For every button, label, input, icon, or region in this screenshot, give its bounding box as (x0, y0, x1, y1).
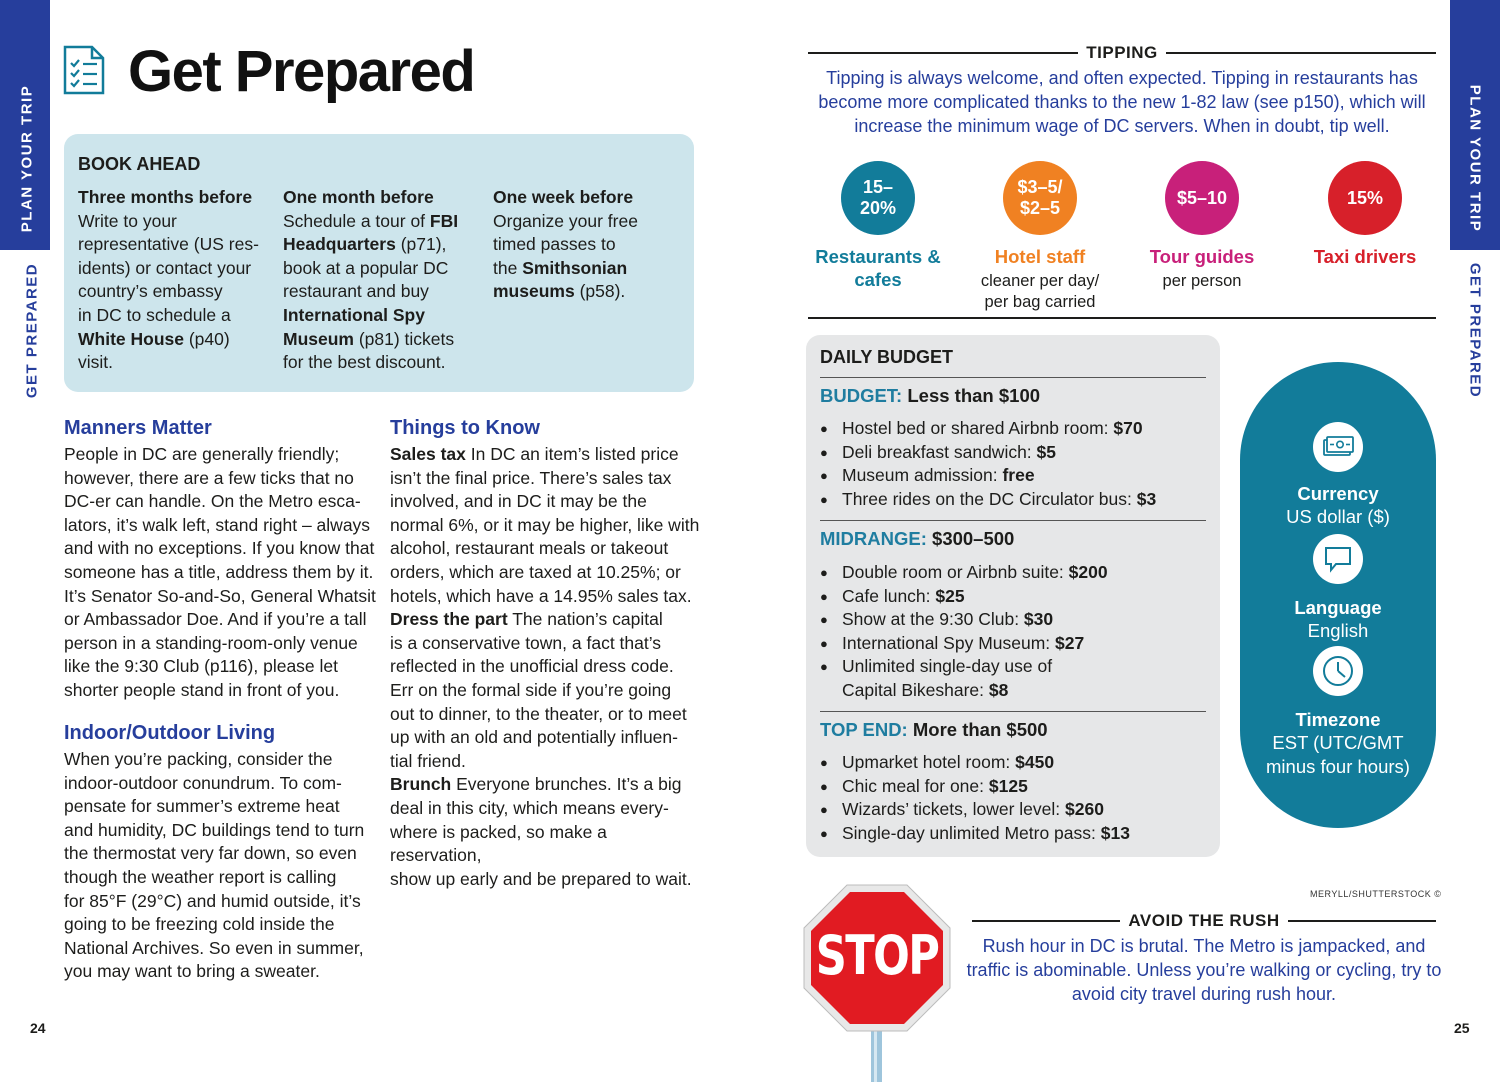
text-line (283, 257, 488, 281)
text-run: pensate for summer’s extreme heat (64, 796, 340, 817)
text-run: someone has a title, address them by it. (64, 561, 374, 582)
budget-level-label: TOP END: (820, 719, 908, 740)
budget-list-item (820, 417, 1210, 441)
text-line (64, 772, 376, 796)
text-line (78, 280, 278, 304)
tipping-heading: TIPPING (1086, 43, 1158, 62)
text-run: Schedule a tour of (283, 210, 430, 231)
text-run: orders, which are taxed at 10.25%; or (390, 561, 681, 582)
tip-amount-circle (1003, 161, 1077, 235)
text-run: normal 6%, or it may be higher, like with (390, 514, 700, 535)
text-line (78, 210, 278, 234)
text-line (64, 608, 376, 632)
text-line (283, 280, 488, 304)
left-section-label: GET PREPARED (23, 262, 41, 399)
timezone-info (1240, 646, 1436, 778)
timezone-value: EST (UTC/GMT (1272, 732, 1404, 753)
bold-text: White House (78, 328, 184, 349)
tip-sub (1122, 271, 1282, 292)
avoid-rush-text-line: traffic is abominable. Unless you’re walking or cycling, try to (966, 960, 1442, 980)
budget-level-top-end (820, 719, 1048, 741)
text-run: National Archives. So even in summer, (64, 937, 364, 958)
tipping-bottom-rule (808, 317, 1436, 319)
text-line (390, 514, 700, 538)
text-line (390, 632, 700, 656)
text-run: Chic meal for one: (842, 775, 989, 796)
text-line (493, 233, 683, 257)
text-run: or Ambassador Doe. And if you’re a tall (64, 609, 367, 630)
book-ahead-col-one-week (493, 186, 683, 304)
text-line (78, 351, 278, 375)
bold-text: $13 (1100, 822, 1130, 843)
text-run: Capital Bikeshare: (842, 679, 989, 700)
rule-line (1166, 52, 1436, 54)
text-run: deal in this city, which means every- (390, 797, 669, 818)
tip-item (1122, 161, 1282, 292)
text-run: up with an old and potentially influen- (390, 727, 678, 748)
book-col-body (283, 210, 488, 375)
budget-level-range: $300–500 (926, 528, 1015, 549)
text-line (390, 608, 700, 632)
tip-amount-line: $5–10 (1176, 187, 1228, 208)
text-line (64, 842, 376, 866)
text-line (390, 726, 700, 750)
text-run: Everyone brunches. It’s a big (451, 774, 682, 795)
bold-text: $70 (1113, 418, 1143, 438)
tip-amount (1017, 177, 1062, 219)
text-run: going to be freezing cold inside the (64, 914, 335, 935)
tip-sub-line: cleaner per day/ (980, 272, 1100, 290)
book-col-heading: One week before (493, 187, 634, 207)
tipping-text-line: Tipping is always welcome, and often expected. Tipping in restaurants has (826, 68, 1418, 88)
text-run: (p58). (574, 281, 626, 302)
text-line (390, 537, 700, 561)
text-line (64, 655, 376, 679)
text-line (390, 655, 700, 679)
clock-icon (1313, 646, 1363, 696)
bold-text: museums (493, 281, 575, 302)
text-line (64, 960, 376, 984)
indoor-heading: Indoor/Outdoor Living (64, 722, 276, 744)
budget-list-item (820, 798, 1210, 822)
text-line (78, 304, 278, 328)
text-line (64, 632, 376, 656)
text-run: lators, it’s walk left, stand right – always (64, 514, 371, 535)
text-run: Three rides on the DC Circulator bus: (842, 488, 1137, 509)
right-tab-label: PLAN YOUR TRIP (1466, 84, 1484, 233)
text-run: the thermostat very far down, so even (64, 843, 357, 864)
tip-amount (1347, 188, 1383, 209)
budget-list-item (820, 655, 1210, 702)
text-run: International Spy Museum: (842, 632, 1056, 653)
book-col-body (78, 210, 278, 375)
text-line (64, 913, 376, 937)
text-run: tial friend. (390, 750, 466, 771)
text-run: show up early and be prepared to wait. (390, 868, 692, 889)
text-run: and with no exceptions. If you know that (64, 538, 375, 559)
text-line (78, 257, 278, 281)
text-run: Deli breakfast sandwich: (842, 441, 1037, 462)
tip-label (1285, 245, 1445, 268)
text-run: representative (US res- (78, 234, 259, 255)
text-run: indoor-outdoor conundrum. To com- (64, 772, 342, 793)
currency-label: Currency (1297, 483, 1379, 504)
text-run: person in a standing-room-only venue (64, 632, 358, 653)
bold-text: $125 (988, 775, 1028, 796)
text-line (64, 585, 376, 609)
text-run: out to dinner, to the theater, or to meet (390, 703, 687, 724)
text-line (390, 703, 700, 727)
text-run: It’s Senator So-and-So, General Whatsit (64, 585, 376, 606)
text-run: reflected in the unofficial dress code. (390, 656, 674, 677)
text-run: though the weather report is calling (64, 866, 337, 887)
manners-section (64, 417, 376, 703)
tip-label-line: Hotel staff (994, 246, 1086, 267)
text-line (390, 797, 700, 821)
text-line (390, 773, 700, 797)
book-ahead-heading: BOOK AHEAD (78, 154, 201, 174)
text-run: the (493, 257, 523, 278)
things-section (390, 417, 700, 891)
tip-label (798, 245, 958, 291)
indoor-section (64, 722, 376, 984)
text-line (64, 490, 376, 514)
text-run: Hostel bed or shared Airbnb room: (842, 418, 1114, 438)
text-run: alcohol, restaurant meals or takeout (390, 538, 669, 559)
budget-list-item (820, 488, 1210, 512)
tip-item (798, 161, 958, 291)
text-line (390, 868, 700, 892)
text-run: Double room or Airbnb suite: (842, 562, 1069, 582)
tipping-header (808, 43, 1436, 63)
bold-text: $30 (1023, 609, 1054, 630)
text-line (390, 585, 700, 609)
text-line (64, 819, 376, 843)
tip-sub-line: per bag carried (984, 293, 1096, 311)
book-col-body (493, 210, 683, 304)
tip-item (1285, 161, 1445, 268)
text-run: involved, and in DC it may be the (390, 491, 647, 512)
text-run: idents) or contact your (78, 257, 252, 278)
text-run: Museum admission: (842, 465, 1003, 486)
text-line (64, 443, 376, 467)
tip-amount-line: $2–5 (1019, 198, 1061, 218)
text-line (493, 280, 683, 304)
tip-label (1122, 245, 1282, 268)
text-line (390, 490, 700, 514)
stop-sign-text: STOP (815, 924, 939, 987)
page-title: Get Prepared (128, 39, 475, 104)
bold-text: Dress the part (390, 609, 508, 630)
text-run: Upmarket hotel room: (842, 752, 1016, 772)
avoid-rush-header (972, 911, 1436, 931)
text-run: (p81) tickets (353, 328, 455, 349)
text-run: shorter people stand in front of you. (64, 679, 340, 700)
things-heading: Things to Know (390, 417, 540, 439)
timezone-value: minus four hours) (1266, 755, 1410, 777)
text-line (64, 679, 376, 703)
text-line (64, 866, 376, 890)
timezone-label: Timezone (1295, 709, 1381, 730)
text-run: however, there are a few ticks that no (64, 467, 354, 488)
book-ahead-col-three-months (78, 186, 278, 375)
bold-text: $200 (1068, 562, 1108, 582)
budget-level-midrange (820, 528, 1014, 550)
text-line (64, 561, 376, 585)
bold-text: Brunch (390, 774, 452, 795)
text-run: and humidity, DC buildings tend to turn (64, 819, 365, 840)
budget-list-item (820, 561, 1210, 585)
text-run: The nation’s capital (507, 609, 663, 630)
bold-text: $27 (1055, 632, 1085, 653)
manners-heading: Manners Matter (64, 417, 212, 439)
tipping-text (808, 66, 1436, 138)
tip-amount (1177, 188, 1227, 209)
text-line (390, 679, 700, 703)
text-line (390, 443, 700, 467)
right-section-label: GET PREPARED (1466, 262, 1484, 399)
text-line (283, 233, 488, 257)
left-tab-label: PLAN YOUR TRIP (18, 84, 36, 233)
text-run: restaurant and buy (283, 281, 429, 302)
daily-budget-heading: DAILY BUDGET (820, 347, 954, 367)
bold-text: International Spy (283, 304, 425, 325)
text-line (283, 210, 488, 234)
photo-credit: MERYLL/SHUTTERSTOCK © (1310, 889, 1442, 899)
checklist-icon (62, 44, 106, 96)
budget-divider (820, 711, 1206, 712)
language-label: Language (1294, 597, 1382, 618)
tip-sub (960, 271, 1120, 313)
right-tab-block (1450, 0, 1500, 250)
budget-list-item (820, 585, 1210, 609)
tip-item (960, 161, 1120, 313)
text-line (78, 233, 278, 257)
budget-list-item (820, 751, 1210, 775)
text-run: Single-day unlimited Metro pass: (842, 822, 1101, 843)
text-line (493, 257, 683, 281)
text-run: visit. (78, 352, 113, 373)
text-run: (p40) (183, 328, 230, 349)
bold-text: Headquarters (283, 234, 396, 255)
text-line (64, 890, 376, 914)
bold-text: FBI (429, 210, 459, 231)
text-run: timed passes to (493, 234, 616, 255)
text-line (390, 821, 700, 868)
text-run: DC-er can handle. On the Metro esca- (64, 491, 361, 512)
text-line (493, 210, 683, 234)
budget-level-range: Less than $100 (902, 385, 1041, 406)
bold-text: free (1002, 465, 1035, 486)
text-line (64, 537, 376, 561)
language-value: English (1307, 620, 1369, 641)
rule-line (972, 920, 1120, 922)
right-page-number: 25 (1454, 1020, 1470, 1036)
currency-value: US dollar ($) (1286, 506, 1390, 527)
tip-label-line: Restaurants & (815, 246, 941, 267)
text-line (64, 514, 376, 538)
text-run: is a conservative town, a fact that’s (390, 632, 662, 653)
bold-text: Museum (283, 328, 354, 349)
tipping-text-line: become more complicated thanks to the new 1-82 law (see p150), which will (818, 92, 1426, 112)
things-body (390, 443, 700, 891)
text-run: People in DC are generally friendly; (64, 444, 340, 464)
tip-amount-line: 20% (859, 198, 897, 218)
bold-text: $25 (935, 585, 965, 606)
left-page-number: 24 (30, 1020, 46, 1036)
tipping-text-line: increase the minimum wage of DC servers. When in doubt, tip well. (854, 116, 1390, 136)
budget-list-midrange (820, 561, 1210, 703)
budget-level-budget (820, 385, 1040, 407)
budget-list-item (820, 632, 1210, 656)
text-line (283, 304, 488, 328)
bold-text: $8 (988, 679, 1009, 700)
text-line (390, 467, 700, 491)
currency-info (1240, 422, 1436, 529)
text-run: hotels, which have a 14.95% sales tax. (390, 585, 692, 606)
tip-label-line: Tour guides (1149, 246, 1255, 267)
rule-line (808, 52, 1078, 54)
text-line (390, 750, 700, 774)
avoid-rush-heading: AVOID THE RUSH (1128, 911, 1280, 930)
text-run: Wizards’ tickets, lower level: (842, 799, 1066, 820)
text-line (283, 351, 488, 375)
text-run: Write to your (78, 210, 177, 231)
text-run: book at a popular DC (283, 257, 449, 278)
tip-amount-circle (1165, 161, 1239, 235)
text-line (390, 561, 700, 585)
bold-text: $3 (1136, 488, 1157, 509)
tip-amount-circle (841, 161, 915, 235)
tip-amount-line: $3–5/ (1017, 177, 1063, 197)
text-line (64, 795, 376, 819)
text-run: country’s embassy (78, 281, 223, 302)
text-line (64, 467, 376, 491)
tip-amount-line: 15% (1346, 187, 1384, 208)
budget-list-item (820, 822, 1210, 846)
tip-amount-line: 15– (862, 177, 894, 197)
avoid-rush-text (964, 934, 1444, 1006)
tip-label (960, 245, 1120, 268)
bold-text: Sales tax (390, 444, 466, 464)
tip-amount-circle (1328, 161, 1402, 235)
budget-list-item (820, 608, 1210, 632)
text-run: Organize your free (493, 210, 638, 231)
tip-label-line: cafes (854, 269, 902, 290)
budget-list-item (820, 464, 1210, 488)
daily-budget-box (806, 335, 1220, 857)
tip-sub-line: per person (1162, 272, 1242, 290)
banknotes-icon (1313, 422, 1363, 472)
text-run: When you’re packing, consider the (64, 749, 333, 769)
bold-text: Smithsonian (522, 257, 628, 278)
text-run: for the best discount. (283, 352, 446, 373)
book-col-heading: One month before (283, 187, 434, 207)
bold-text: $260 (1065, 799, 1104, 820)
text-line (78, 328, 278, 352)
text-run: (p71), (395, 234, 447, 255)
budget-level-label: MIDRANGE: (820, 528, 927, 549)
text-run: Unlimited single-day use of (842, 656, 1053, 677)
text-line (64, 937, 376, 961)
budget-list-item (820, 775, 1210, 799)
tip-label-line: Taxi drivers (1313, 246, 1417, 267)
bold-text: $5 (1036, 441, 1057, 462)
text-run: for 85°F (29°C) and humid outside, it’s (64, 890, 361, 911)
book-ahead-col-one-month (283, 186, 488, 375)
rule-line (1288, 920, 1436, 922)
speech-bubble-icon (1313, 534, 1363, 584)
budget-level-range: More than $500 (907, 719, 1048, 740)
budget-level-label: BUDGET: (820, 385, 903, 406)
text-line (64, 748, 376, 772)
text-run: Err on the formal side if you’re going (390, 679, 672, 700)
manners-body (64, 443, 376, 703)
left-tab-block (0, 0, 50, 250)
avoid-rush-text-line: Rush hour in DC is brutal. The Metro is jampacked, and (982, 936, 1426, 956)
tip-amount (860, 177, 896, 219)
budget-list-item (820, 441, 1210, 465)
budget-list-top-end (820, 751, 1210, 845)
text-line (283, 328, 488, 352)
quick-info-panel (1240, 362, 1436, 828)
text-run: isn’t the final price. There’s sales tax (390, 467, 672, 488)
stop-sign-photo (800, 882, 954, 1082)
text-run: like the 9:30 Club (p116), please let (64, 656, 339, 677)
book-col-heading: Three months before (78, 187, 253, 207)
budget-divider (820, 520, 1206, 521)
budget-list-budget (820, 417, 1210, 511)
book-ahead-box (64, 134, 694, 392)
text-run: you may want to bring a sweater. (64, 961, 320, 982)
text-run: in DC to schedule a (78, 304, 231, 325)
text-run: Cafe lunch: (842, 585, 936, 606)
text-run: In DC an item’s listed price (465, 444, 679, 464)
avoid-rush-text-line: avoid city travel during rush hour. (1071, 984, 1337, 1004)
bold-text: $450 (1015, 752, 1055, 772)
text-run: Show at the 9:30 Club: (842, 609, 1024, 630)
budget-divider (820, 377, 1206, 378)
language-info (1240, 534, 1436, 643)
indoor-body (64, 748, 376, 984)
text-run: where is packed, so make a reservation, (390, 821, 607, 866)
